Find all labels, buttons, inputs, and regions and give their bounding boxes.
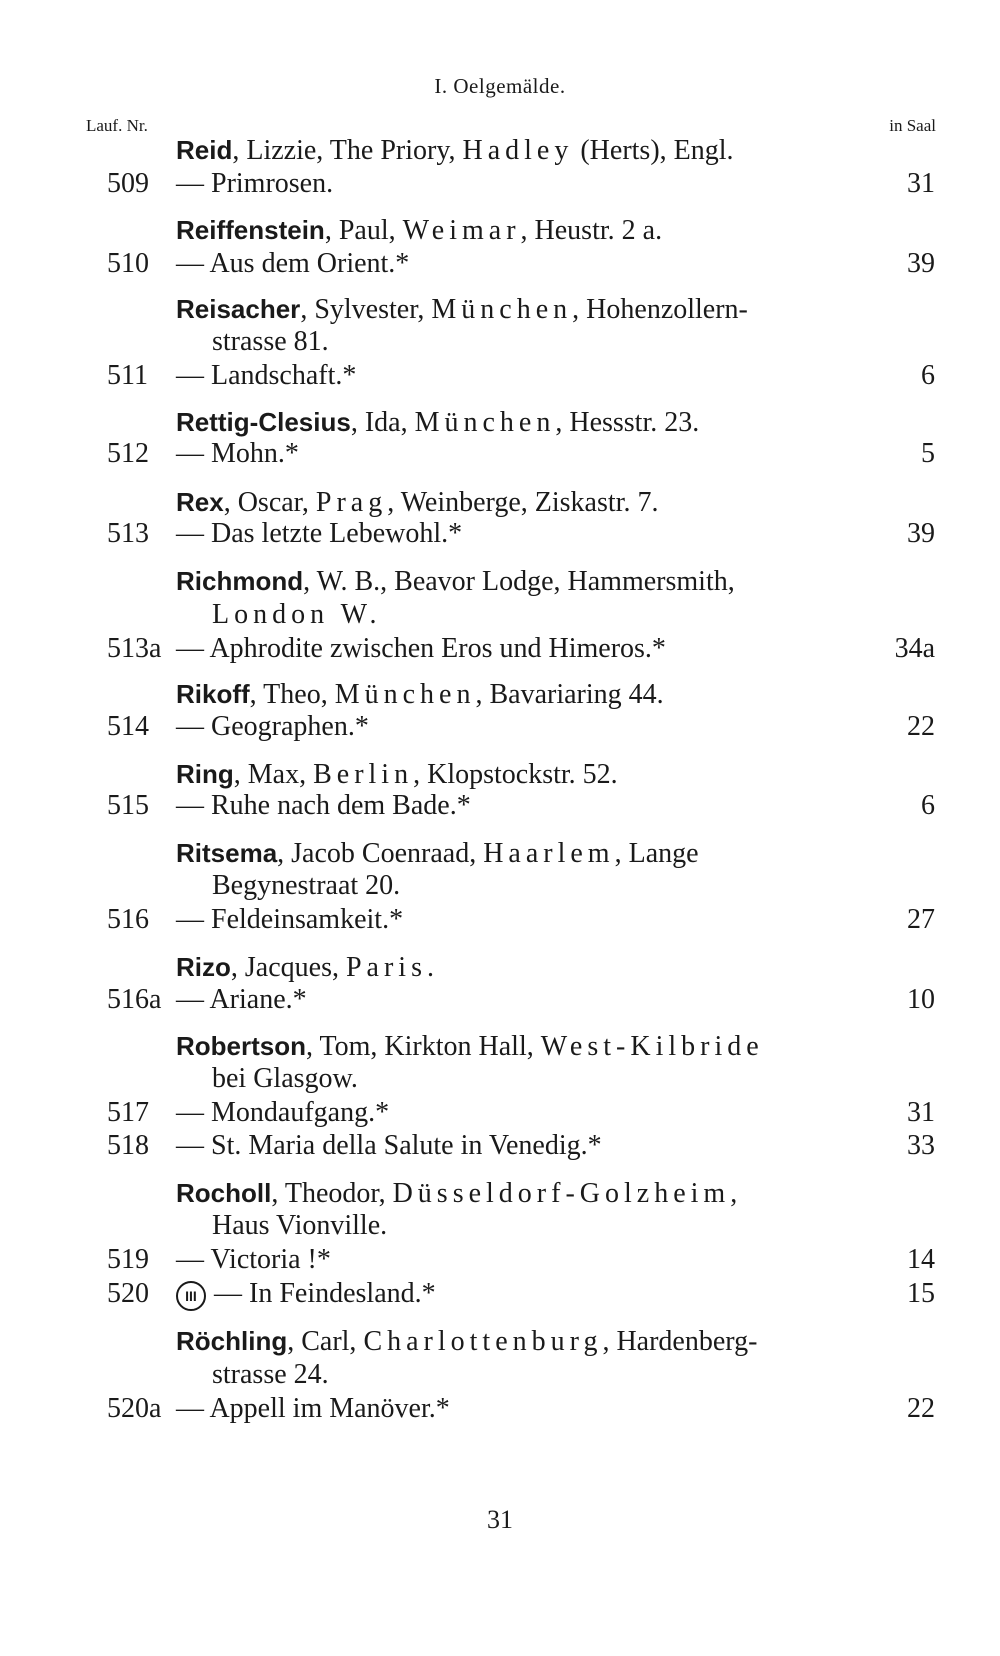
artist-city: Berlin [313, 759, 414, 790]
artist-line: Richmond, W. B., Beavor Lodge, Hammersmith, [176, 566, 735, 597]
artist-name: Reid [176, 135, 233, 165]
catalog-number: 511 [107, 360, 148, 391]
work-title: — Feldeinsamkeit.* [176, 904, 404, 935]
catalog-number: 520 [107, 1278, 149, 1309]
work-title: — Primrosen. [176, 168, 334, 199]
room-number: 15 [907, 1278, 935, 1309]
artist-name: Rocholl [176, 1178, 272, 1208]
work-title: — Ruhe nach dem Bade.* [176, 790, 471, 821]
artist-line: Röchling, Carl, Charlottenburg, Hardenberg- [176, 1326, 758, 1357]
catalog-number: 517 [107, 1097, 149, 1128]
artist-city: Haarlem [483, 838, 615, 869]
artist-address-cont: Begynestraat 20. [212, 870, 401, 901]
room-number: 5 [921, 438, 935, 469]
work-title: — Victoria !* [176, 1244, 331, 1275]
artist-name: Robertson [176, 1031, 306, 1061]
artist-city: West-Kilbride [540, 1031, 764, 1062]
room-number: 39 [907, 518, 935, 549]
artist-line: Robertson, Tom, Kirkton Hall, West-Kilbride [176, 1031, 764, 1062]
artist-name: Rettig-Clesius [176, 407, 351, 437]
artist-city: München [334, 679, 476, 710]
room-number: 33 [907, 1130, 935, 1161]
room-number: 6 [921, 360, 935, 391]
catalog-number: 513a [107, 633, 162, 664]
room-number: 27 [907, 904, 935, 935]
artist-city: Charlottenburg [363, 1326, 603, 1357]
catalog-number: 516a [107, 984, 162, 1015]
artist-name: Rizo [176, 952, 231, 982]
artist-line: Ritsema, Jacob Coenraad, Haarlem, Lange [176, 838, 699, 869]
catalog-number: 513 [107, 518, 149, 549]
page-number: 31 [487, 1505, 513, 1534]
work-title-with-mark [176, 1276, 436, 1312]
artist-name: Richmond [176, 566, 304, 596]
artist-city: München [431, 294, 573, 325]
work-title: — Mondaufgang.* [176, 1097, 390, 1128]
artist-name: Rex [176, 487, 224, 517]
column-label-number: Lauf. Nr. [86, 116, 148, 135]
artist-line: Rizo, Jacques, Paris. [176, 952, 434, 983]
work-title: — Aphrodite zwischen Eros und Himeros.* [176, 633, 666, 664]
circled-mark-icon: III [176, 1281, 206, 1311]
artist-line: Rocholl, Theodor, Düsseldorf-Golzheim, [176, 1178, 738, 1209]
artist-line: Rex, Oscar, Prag, Weinberge, Ziskastr. 7. [176, 487, 659, 518]
room-number: 34a [894, 633, 935, 664]
catalog-number: 512 [107, 438, 149, 469]
artist-address-cont: bei Glasgow. [212, 1063, 358, 1094]
artist-address-cont: strasse 24. [212, 1359, 329, 1390]
catalog-number: 510 [107, 248, 149, 279]
work-title: — In Feindesland.* [214, 1278, 436, 1309]
room-number: 6 [921, 790, 935, 821]
artist-address-cont: Haus Vionville. [212, 1210, 388, 1241]
work-title: — Das letzte Lebewohl.* [176, 518, 463, 549]
artist-line: Rikoff, Theo, München, Bavariaring 44. [176, 679, 664, 710]
work-title: — Ariane.* [176, 984, 307, 1015]
artist-name: Rikoff [176, 679, 250, 709]
artist-address-cont: London W. [212, 599, 382, 630]
artist-line: Ring, Max, Berlin, Klopstockstr. 52. [176, 759, 618, 790]
work-title: — Mohn.* [176, 438, 299, 469]
room-number: 31 [907, 168, 935, 199]
artist-city: Hadley [462, 135, 574, 166]
artist-name: Reiffenstein [176, 215, 325, 245]
artist-line: Reisacher, Sylvester, München, Hohenzollern- [176, 294, 748, 325]
artist-name: Ring [176, 759, 234, 789]
work-title: — Landschaft.* [176, 360, 357, 391]
artist-name: Röchling [176, 1326, 288, 1356]
room-number: 39 [907, 248, 935, 279]
catalog-number: 516 [107, 904, 149, 935]
artist-city: Weimar [402, 215, 521, 246]
artist-city: München [414, 407, 556, 438]
room-number: 22 [907, 1393, 935, 1424]
artist-name: Reisacher [176, 294, 301, 324]
room-number: 22 [907, 711, 935, 742]
artist-city: Paris [345, 952, 427, 983]
work-title: — Aus dem Orient.* [176, 248, 410, 279]
room-number: 31 [907, 1097, 935, 1128]
room-number: 14 [907, 1244, 935, 1275]
section-header: I. Oelgemälde. [434, 74, 566, 98]
artist-city: Düsseldorf-Golzheim [392, 1178, 731, 1209]
column-label-room: in Saal [889, 116, 936, 135]
artist-line: Reid, Lizzie, The Priory, Hadley (Herts), Engl. [176, 135, 734, 166]
work-title: — Appell im Manöver.* [176, 1393, 450, 1424]
catalog-number: 518 [107, 1130, 149, 1161]
artist-name: Ritsema [176, 838, 278, 868]
catalog-number: 509 [107, 168, 149, 199]
catalog-number: 515 [107, 790, 149, 821]
work-title: — Geographen.* [176, 711, 369, 742]
catalog-number: 520a [107, 1393, 162, 1424]
artist-line: Reiffenstein, Paul, Weimar, Heustr. 2 a. [176, 215, 663, 246]
room-number: 10 [907, 984, 935, 1015]
catalog-number: 519 [107, 1244, 149, 1275]
artist-line: Rettig-Clesius, Ida, München, Hessstr. 23. [176, 407, 700, 438]
artist-city: Prag [315, 487, 388, 518]
catalog-number: 514 [107, 711, 149, 742]
artist-address-cont: strasse 81. [212, 326, 329, 357]
work-title: — St. Maria della Salute in Venedig.* [176, 1130, 602, 1161]
